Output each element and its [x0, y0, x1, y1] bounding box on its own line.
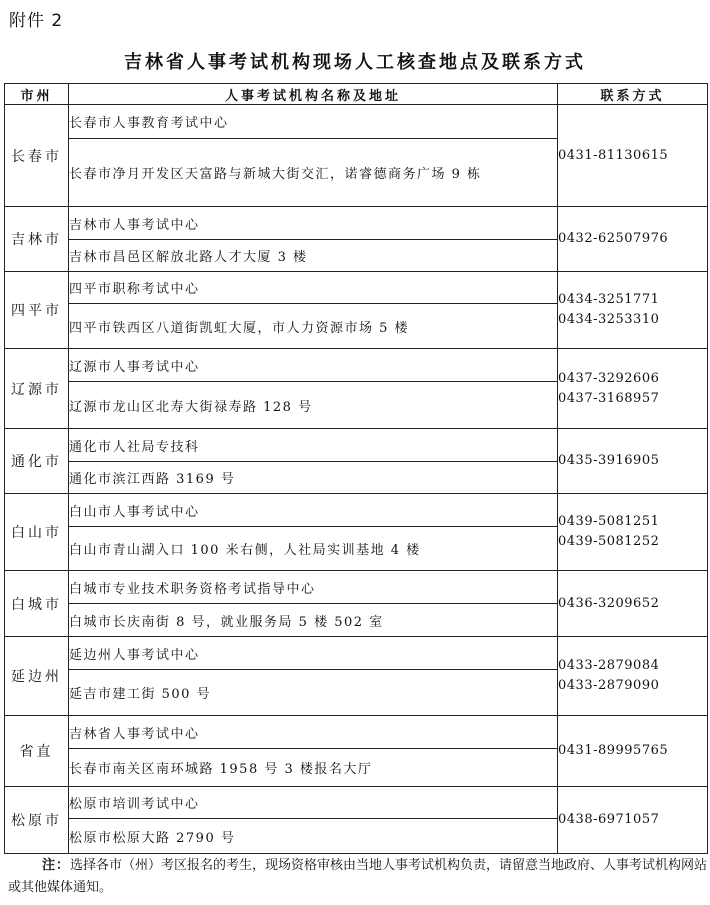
footnote-label: 注：: [42, 858, 71, 873]
phone-number: 0435-3916905: [558, 453, 660, 468]
document-title: 吉林省人事考试机构现场人工核查地点及联系方式: [124, 52, 586, 73]
org-address-cell: 吉林市昌邑区解放北路人才大厦 3 楼: [69, 240, 558, 272]
org-name-cell: 辽源市人事考试中心: [69, 349, 558, 382]
org-address-cell: 松原市松原大路 2790 号: [69, 819, 558, 854]
phone-number: 0438-6971057: [558, 812, 660, 827]
city-cell: 辽源市: [5, 349, 69, 429]
phone-number: 0434-3253310: [558, 312, 660, 327]
attachment-label: 附件 2: [9, 11, 64, 31]
org-name-cell: 松原市培训考试中心: [69, 787, 558, 819]
city-cell: 延边州: [5, 637, 69, 716]
phone-number: 0431-89995765: [558, 743, 669, 758]
contact-table: [4, 83, 708, 854]
contact-cell: [558, 494, 708, 571]
org-address-cell: 长春市净月开发区天富路与新城大街交汇，诺睿德商务广场 9 栋: [69, 139, 558, 207]
header-city: 市州: [5, 84, 69, 105]
table-row: [5, 637, 708, 670]
table-row: [5, 105, 708, 139]
city-cell: 四平市: [5, 272, 69, 349]
contact-cell: [558, 272, 708, 349]
org-address-cell: 白城市长庆南街 8 号，就业服务局 5 楼 502 室: [69, 604, 558, 637]
org-address-cell: 长春市南关区南环城路 1958 号 3 楼报名大厅: [69, 749, 558, 787]
phone-number: 0433-2879090: [558, 678, 660, 693]
org-address-cell: 延吉市建工街 500 号: [69, 670, 558, 716]
phone-number: 0436-3209652: [558, 595, 660, 611]
city-cell: 通化市: [5, 429, 69, 494]
phone-number: 0437-3292606: [558, 370, 660, 386]
table-row: [5, 349, 708, 382]
contact-cell: [558, 787, 708, 854]
header-contact: 联系方式: [558, 84, 708, 105]
phone-number: 0434-3251771: [558, 292, 660, 307]
table-row: [5, 494, 708, 527]
phone-number: 0439-5081251: [558, 514, 660, 529]
contact-cell: [558, 571, 708, 637]
header-org: 人事考试机构名称及地址: [69, 84, 558, 105]
org-name-cell: 吉林市人事考试中心: [69, 207, 558, 240]
table-row: [5, 571, 708, 604]
contact-cell: [558, 207, 708, 272]
org-address-cell: 四平市铁西区八道街凯虹大厦，市人力资源市场 5 楼: [69, 304, 558, 349]
table-row: [5, 429, 708, 462]
phone-number: 0433-2879084: [558, 658, 660, 673]
table-row: [5, 716, 708, 749]
table-header-row: [5, 84, 708, 105]
footnote: [8, 855, 708, 899]
city-cell: 吉林市: [5, 207, 69, 272]
org-name-cell: 延边州人事考试中心: [69, 637, 558, 670]
city-cell: 白城市: [5, 571, 69, 637]
table-row: [5, 207, 708, 240]
city-cell: 白山市: [5, 494, 69, 571]
org-name-cell: 四平市职称考试中心: [69, 272, 558, 304]
org-name-cell: 吉林省人事考试中心: [69, 716, 558, 749]
org-address-cell: 辽源市龙山区北寿大街禄寿路 128 号: [69, 382, 558, 429]
contact-cell: [558, 716, 708, 787]
contact-cell: [558, 637, 708, 716]
city-cell: 长春市: [5, 105, 69, 207]
table-body: [5, 105, 708, 854]
city-cell: 省直: [5, 716, 69, 787]
phone-number: 0432-62507976: [558, 231, 669, 246]
table-row: [5, 272, 708, 304]
contact-cell: [558, 105, 708, 207]
org-name-cell: 长春市人事教育考试中心: [69, 105, 558, 139]
phone-number: 0439-5081252: [558, 534, 660, 549]
phone-number: 0431-81130615: [558, 147, 669, 163]
org-name-cell: 白城市专业技术职务资格考试指导中心: [69, 571, 558, 604]
phone-number: 0437-3168957: [558, 390, 660, 406]
footnote-text: 选择各市（州）考区报名的考生，现场资格审核由当地人事考试机构负责，请留意当地政府、人事考试机构网站或其他媒体通知。: [8, 858, 708, 895]
org-address-cell: 白山市青山湖入口 100 米右侧，人社局实训基地 4 楼: [69, 527, 558, 571]
org-name-cell: 白山市人事考试中心: [69, 494, 558, 527]
city-cell: 松原市: [5, 787, 69, 854]
table-row: [5, 787, 708, 819]
contact-cell: [558, 349, 708, 429]
contact-cell: [558, 429, 708, 494]
org-name-cell: 通化市人社局专技科: [69, 429, 558, 462]
org-address-cell: 通化市滨江西路 3169 号: [69, 462, 558, 494]
